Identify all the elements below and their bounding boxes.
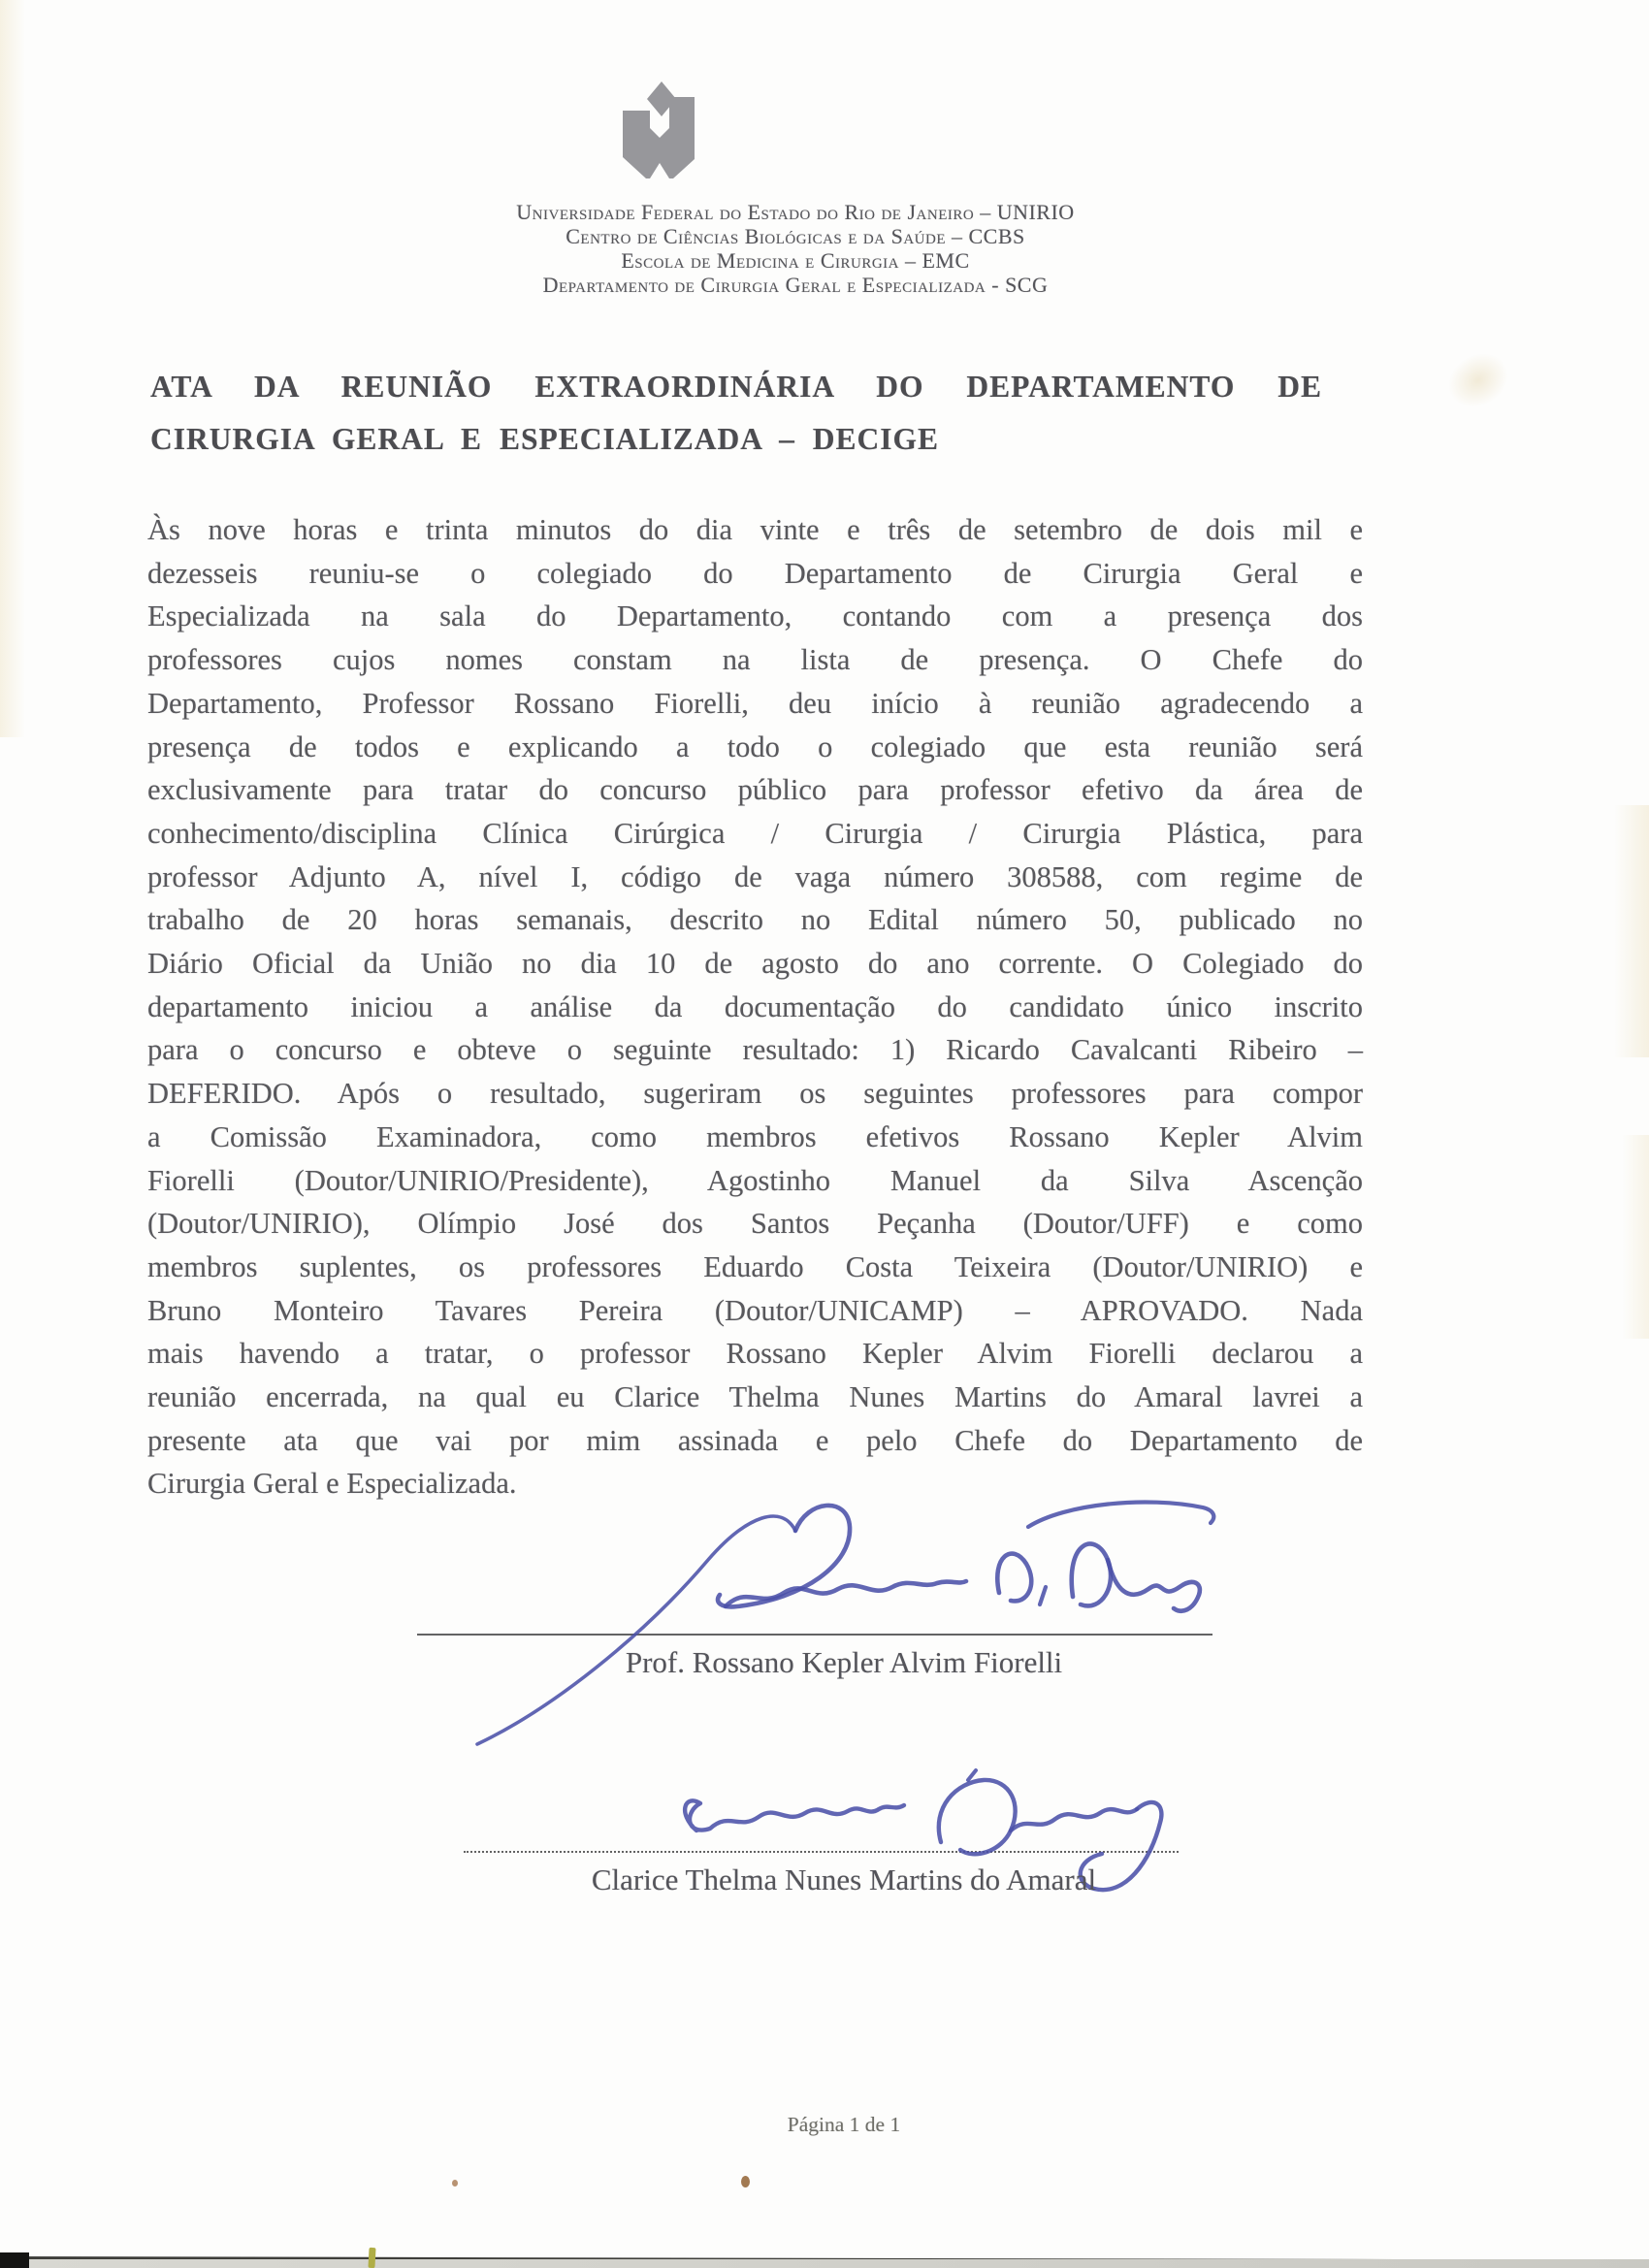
paragraph-line: DEFERIDO. Após o resultado, sugeriram os seguintes professores para compor — [147, 1077, 1363, 1111]
paragraph-line: trabalho de 20 horas semanais, descrito no Edital número 50, publicado no — [147, 903, 1363, 937]
paragraph-line: departamento iniciou a análise da documentação do candidato único inscrito — [147, 989, 1363, 1023]
letterhead-line: Departamento de Cirurgia Geral e Especializada - SCG — [542, 273, 1049, 297]
paragraph-line: Às nove horas e trinta minutos do dia vinte e três de setembro de dois mil e — [147, 513, 1363, 546]
letterhead-line: Centro de Ciências Biológicas e da Saúde – CCBS — [566, 224, 1025, 248]
paragraph-line: Cirurgia Geral e Especializada. — [147, 1467, 517, 1501]
paragraph-line: presença de todos e explicando a todo o colegiado que esta reunião será — [147, 729, 1363, 763]
document-title — [150, 361, 1322, 466]
paragraph-line: membros suplentes, os professores Eduardo Costa Teixeira (Doutor/UNIRIO) e — [147, 1249, 1363, 1283]
scan-edge-tint-left — [0, 0, 25, 737]
page-number-label: Página 1 de 1 — [787, 2113, 901, 2136]
paragraph-line: a Comissão Examinadora, como membros efetivos Rossano Kepler Alvim — [147, 1119, 1363, 1153]
paragraph-line: presente ata que vai por mim assinada e pelo Chefe do Departamento de — [147, 1423, 1363, 1457]
minutes-paragraph — [147, 508, 1363, 1506]
paragraph-line: conhecimento/disciplina Clínica Cirúrgica / Cirurgia / Cirurgia Plástica, para — [147, 816, 1363, 850]
paragraph-line: (Doutor/UNIRIO), Olímpio José dos Santos Peçanha (Doutor/UFF) e como — [147, 1207, 1363, 1241]
title-line: ATA DA REUNIÃO EXTRAORDINÁRIA DO DEPARTAMENTO DE — [150, 370, 1322, 404]
paragraph-line: Diário Oficial da União no dia 10 de agosto do ano corrente. O Colegiado do — [147, 947, 1363, 981]
scan-bottom-left-corner — [0, 2252, 29, 2268]
scan-bottom-edge-strip — [0, 2259, 1649, 2268]
paragraph-line: professor Adjunto A, nível I, código de vaga número 308588, com regime de — [147, 859, 1363, 893]
signature-caption-2: Clarice Thelma Nunes Martins do Amaral — [591, 1863, 1097, 1896]
paragraph-line: reunião encerrada, na qual eu Clarice Thelma Nunes Martins do Amaral lavrei a — [147, 1380, 1363, 1414]
scan-edge-tint-right-b — [1622, 1135, 1649, 1339]
paragraph-line: Fiorelli (Doutor/UNIRIO/Presidente), Agostinho Manuel da Silva Ascenção — [147, 1163, 1363, 1197]
clarice-amaral-signature — [621, 1761, 1183, 1945]
signature-caption-1: Prof. Rossano Kepler Alvim Fiorelli — [625, 1645, 1063, 1679]
scan-smudge-top-right — [1439, 342, 1517, 417]
paragraph-line: Especializada na sala do Departamento, contando com a presença dos — [147, 599, 1363, 633]
title-line: CIRURGIA GERAL E ESPECIALIZADA – DECIGE — [150, 422, 940, 456]
scan-speck-2 — [452, 2180, 458, 2187]
paragraph-line: Bruno Monteiro Tavares Pereira (Doutor/UNICAMP) – APROVADO. Nada — [147, 1293, 1363, 1327]
paragraph-line: Departamento, Professor Rossano Fiorelli, deu início à reunião agradecendo a — [147, 686, 1363, 720]
scan-bottom-tick — [368, 2248, 375, 2268]
paragraph-line: professores cujos nomes constam na lista de presença. O Chefe do — [147, 643, 1363, 677]
paragraph-line: dezesseis reuniu-se o colegiado do Departamento de Cirurgia Geral e — [147, 556, 1363, 590]
letterhead — [310, 200, 1280, 297]
scan-edge-tint-right-a — [1614, 805, 1649, 1057]
scan-speck-1 — [741, 2176, 750, 2187]
letterhead-line: Universidade Federal do Estado do Rio de Janeiro – UNIRIO — [516, 200, 1075, 224]
paragraph-line: para o concurso e obteve o seguinte resultado: 1) Ricardo Cavalcanti Ribeiro – — [147, 1033, 1363, 1067]
paragraph-line: mais havendo a tratar, o professor Rossano Kepler Alvim Fiorelli declarou a — [147, 1337, 1363, 1371]
paragraph-line: exclusivamente para tratar do concurso público para professor efetivo da área de — [147, 773, 1363, 807]
rossano-fiorelli-signature — [417, 1494, 1232, 1756]
unirio-logo-icon — [619, 81, 698, 196]
letterhead-line: Escola de Medicina e Cirurgia – EMC — [621, 248, 970, 273]
